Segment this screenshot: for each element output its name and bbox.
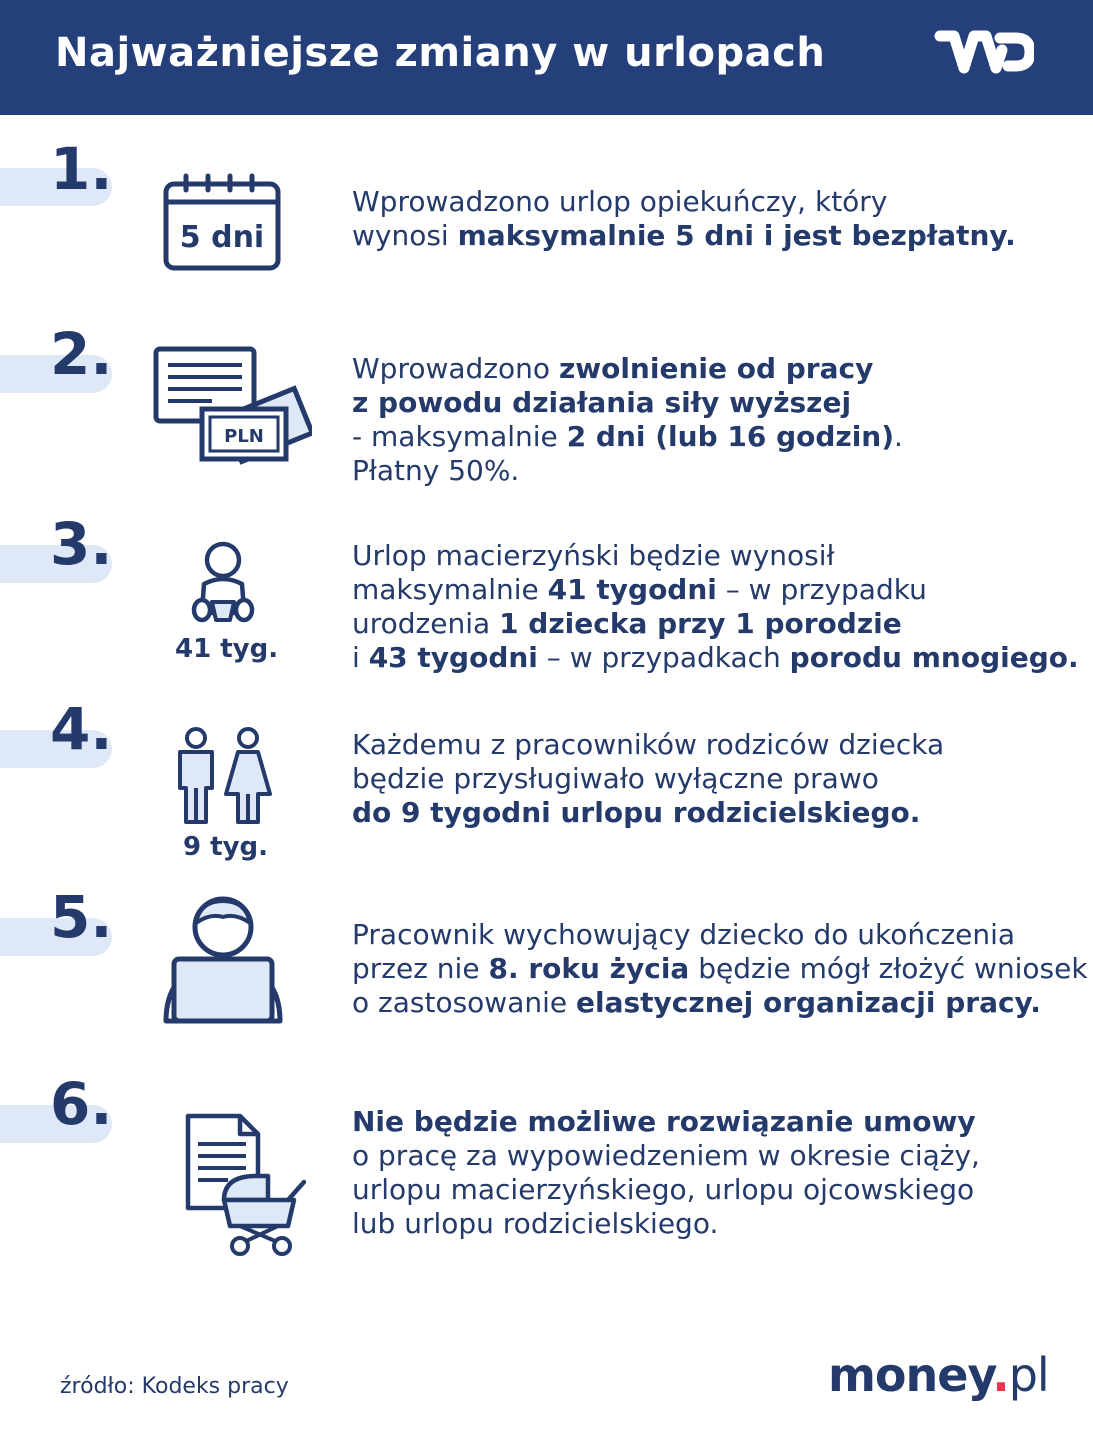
text-segment: urlopu macierzyńskiego, urlopu ojcowskiego bbox=[352, 1173, 975, 1206]
item-line bbox=[352, 641, 1079, 675]
item-line bbox=[352, 607, 1079, 641]
item-text bbox=[352, 185, 1016, 253]
header-bar bbox=[0, 0, 1093, 115]
text-segment: maksymalnie 5 dni i jest bezpłatny. bbox=[457, 219, 1016, 252]
text-segment: 43 tygodni bbox=[368, 641, 538, 674]
text-segment: – w przypadkach bbox=[537, 641, 790, 674]
page-title: Najważniejsze zmiany w urlopach bbox=[55, 30, 826, 76]
item-number: 2. bbox=[50, 320, 113, 388]
text-segment: – w przypadku bbox=[716, 573, 927, 606]
text-segment: 2 dni (lub 16 godzin) bbox=[566, 420, 895, 453]
item-number: 4. bbox=[50, 695, 113, 763]
icon-caption: 41 tyg. bbox=[175, 634, 279, 664]
text-segment: będzie mógł złożyć wniosek bbox=[689, 952, 1088, 985]
item-text bbox=[352, 352, 903, 488]
document-stroller-icon bbox=[184, 1112, 314, 1258]
text-segment: Płatny 50%. bbox=[352, 454, 520, 487]
wp-logo bbox=[934, 28, 1034, 88]
text-segment: przez nie bbox=[352, 952, 489, 985]
item-line bbox=[352, 986, 1088, 1020]
item-line bbox=[352, 728, 944, 762]
calendar-icon bbox=[160, 172, 286, 276]
document-money-icon bbox=[152, 345, 312, 475]
text-segment: z powodu działania siły wyższej bbox=[352, 386, 852, 419]
text-segment: 1 dziecka przy 1 porodzie bbox=[499, 607, 902, 640]
text-segment: Urlop macierzyński będzie wynosił bbox=[352, 539, 835, 572]
item-line bbox=[352, 1105, 980, 1139]
item-line bbox=[352, 796, 944, 830]
item-line bbox=[352, 1207, 980, 1241]
item-line bbox=[352, 952, 1088, 986]
item-line bbox=[352, 1139, 980, 1173]
item-number: 3. bbox=[50, 510, 113, 578]
text-segment: lub urlopu rodzicielskiego. bbox=[352, 1207, 719, 1240]
text-segment: o zastosowanie bbox=[352, 986, 577, 1019]
item-line bbox=[352, 185, 1016, 219]
text-segment: Nie będzie możliwe rozwiązanie umowy bbox=[352, 1105, 976, 1138]
text-segment: urodzenia bbox=[352, 607, 500, 640]
item-line bbox=[352, 352, 903, 386]
text-segment: Wprowadzono bbox=[352, 352, 559, 385]
item-line bbox=[352, 573, 1079, 607]
text-segment: Każdemu z pracowników rodziców dziecka bbox=[352, 728, 945, 761]
text-segment: 41 tygodni bbox=[547, 573, 717, 606]
text-segment: Wprowadzono urlop opiekuńczy, który bbox=[352, 185, 888, 218]
text-segment: Pracownik wychowujący dziecko do ukończenia bbox=[352, 918, 1016, 951]
item-text bbox=[352, 918, 1088, 1020]
item-line bbox=[352, 386, 903, 420]
text-segment: porodu mnogiego. bbox=[789, 641, 1079, 674]
text-segment: zwolnienie od pracy bbox=[558, 352, 874, 385]
item-line bbox=[352, 918, 1088, 952]
item-line bbox=[352, 539, 1079, 573]
person-laptop-icon bbox=[160, 893, 286, 1025]
item-text bbox=[352, 1105, 980, 1241]
pln-label: PLN bbox=[224, 426, 264, 447]
item-number: 6. bbox=[50, 1070, 113, 1138]
brand-dot: . bbox=[992, 1348, 1009, 1402]
calendar-label: 5 dni bbox=[179, 220, 265, 255]
text-segment: i bbox=[352, 641, 369, 674]
item-line bbox=[352, 762, 944, 796]
text-segment: elastycznej organizacji pracy. bbox=[576, 986, 1041, 1019]
parents-icon bbox=[172, 726, 276, 826]
text-segment: do 9 tygodni urlopu rodzicielskiego. bbox=[352, 796, 921, 829]
item-number: 1. bbox=[50, 135, 113, 203]
text-segment: wynosi bbox=[352, 219, 458, 252]
baby-icon bbox=[190, 540, 256, 630]
text-segment: będzie przysługiwało wyłączne prawo bbox=[352, 762, 879, 795]
text-segment: 8. roku życia bbox=[488, 952, 690, 985]
item-number: 5. bbox=[50, 883, 113, 951]
brand-main: money bbox=[828, 1348, 993, 1402]
item-text bbox=[352, 728, 944, 830]
money-pl-logo bbox=[828, 1348, 1049, 1402]
item-line bbox=[352, 420, 903, 454]
icon-caption: 9 tyg. bbox=[183, 832, 269, 862]
text-segment: . bbox=[894, 420, 903, 453]
text-segment: o pracę za wypowiedzeniem w okresie ciąży, bbox=[352, 1139, 980, 1172]
item-line bbox=[352, 454, 903, 488]
text-segment: maksymalnie bbox=[352, 573, 548, 606]
item-line bbox=[352, 1173, 980, 1207]
item-text bbox=[352, 539, 1079, 675]
item-line bbox=[352, 219, 1016, 253]
source-note: źródło: Kodeks pracy bbox=[60, 1374, 289, 1399]
text-segment: - maksymalnie bbox=[352, 420, 567, 453]
brand-tld: pl bbox=[1008, 1348, 1049, 1402]
